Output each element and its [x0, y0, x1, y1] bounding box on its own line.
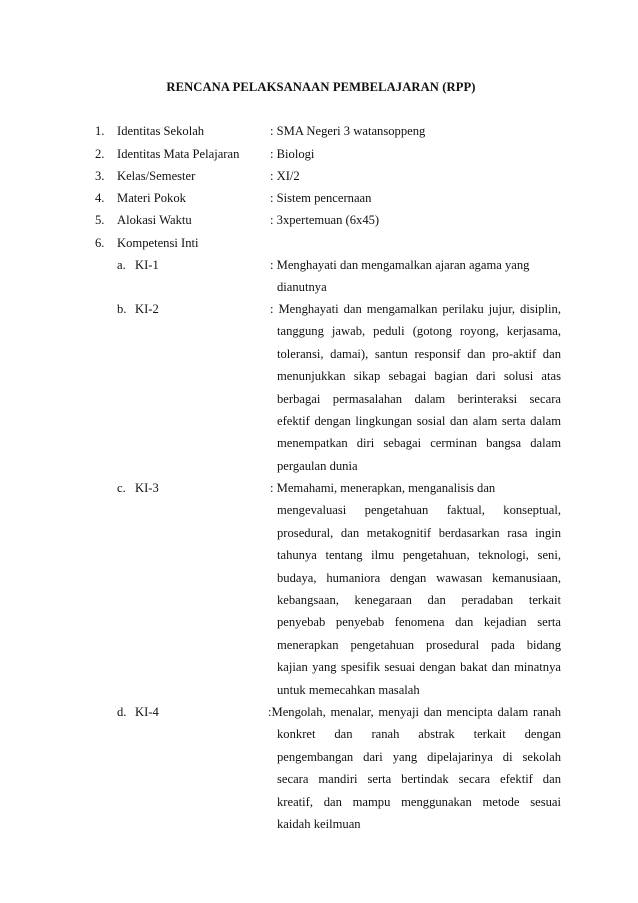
item-value: : XI/2 — [270, 169, 300, 183]
ki-line: : Memahami, menerapkan, menganalisis dan — [270, 481, 496, 495]
ki-line: : Menghayati dan mengamalkan perilaku jujur, disiplin, — [270, 302, 561, 316]
item-value: : Biologi — [270, 147, 315, 161]
ki-line: kreatif, dan mampu menggunakan metode sesuai — [277, 794, 561, 809]
ki-label: KI-4 — [135, 705, 159, 719]
ki-line: menempatkan diri sebagai cerminan bangsa dalam — [277, 436, 561, 451]
ki-line: kebangsaan, kenegaraan dan peradaban terkait — [277, 592, 561, 607]
item-value: : Sistem pencernaan — [270, 191, 372, 205]
ki-line: secara mandiri serta bertindak secara efektif dan — [277, 772, 561, 787]
item-number: 5. — [95, 213, 105, 227]
list-item-identitas-mata-pelajaran — [0, 145, 638, 163]
item-value: : 3xpertemuan (6x45) — [270, 213, 380, 227]
ki-letter: d. — [117, 705, 127, 719]
ki-line: mengevaluasi pengetahuan faktual, konseptual, — [277, 503, 561, 518]
list-item-kompetensi-inti — [0, 234, 638, 252]
item-number: 6. — [95, 236, 105, 250]
document-title: RENCANA PELAKSANAAN PEMBELAJARAN (RPP) — [166, 80, 476, 94]
ki-label: KI-1 — [135, 258, 159, 272]
item-label: Kelas/Semester — [117, 169, 196, 183]
list-item-kelas-semester — [0, 167, 638, 185]
ki-line: : Menghayati dan mengamalkan ajaran agama yang — [270, 258, 530, 272]
item-label: Kompetensi Inti — [117, 236, 199, 250]
ki-label: KI-2 — [135, 302, 159, 316]
ki-line: prosedural, dan metakognitif berdasarkan rasa ingin — [277, 525, 561, 540]
ki-line: berbagai permasalahan dalam berinteraksi secara — [277, 391, 561, 406]
item-label: Identitas Mata Pelajaran — [117, 147, 240, 161]
list-item-materi-pokok — [0, 189, 638, 207]
list-item-alokasi-waktu — [0, 211, 638, 229]
ki-line: :Mengolah, menalar, menyaji dan mencipta dalam ranah — [268, 705, 561, 719]
ki-line: budaya, humaniora dengan wawasan kemanusiaan, — [277, 570, 561, 585]
ki-3-description — [270, 477, 561, 701]
ki-label: KI-3 — [135, 481, 159, 495]
item-number: 3. — [95, 169, 105, 183]
item-number: 4. — [95, 191, 105, 205]
item-value: : SMA Negeri 3 watansoppeng — [270, 124, 426, 138]
ki-letter: c. — [117, 481, 126, 495]
ki-line: toleransi, damai), santun responsif dan pro-aktif dan — [277, 346, 561, 361]
ki-line: kaidah keilmuan — [277, 816, 361, 831]
ki-line: penyebab penyebab fenomena dan kejadian serta — [277, 615, 561, 630]
ki-line: efektif dengan lingkungan sosial dan alam serta dalam — [277, 413, 561, 428]
item-number: 2. — [95, 147, 105, 161]
ki-letter: a. — [117, 258, 126, 272]
ki-line: tanggung jawab, peduli (gotong royong, kerjasama, — [277, 324, 561, 339]
item-number: 1. — [95, 124, 105, 138]
ki-line: dianutnya — [277, 280, 327, 295]
ki-line: kajian yang spesifik sesuai dengan bakat dan minatnya — [277, 660, 561, 675]
item-label: Alokasi Waktu — [117, 213, 192, 227]
list-item-identitas-sekolah — [0, 122, 638, 140]
ki-line: pergaulan dunia — [277, 458, 358, 473]
ki-4-description — [268, 701, 561, 835]
ki-1-description — [270, 254, 561, 299]
ki-line: menunjukkan sikap sebagai bagian dari solusi atas — [277, 369, 561, 384]
ki-line: tahunya tentang ilmu pengetahuan, teknologi, seni, — [277, 548, 561, 563]
item-label: Identitas Sekolah — [117, 124, 205, 138]
item-label: Materi Pokok — [117, 191, 186, 205]
ki-letter: b. — [117, 302, 127, 316]
ki-line: menerapkan pengetahuan prosedural pada bidang — [277, 637, 561, 652]
ki-line: untuk memecahkan masalah — [277, 682, 420, 697]
ki-2-description — [270, 298, 561, 477]
ki-line: konkret dan ranah abstrak terkait dengan — [277, 727, 561, 742]
ki-line: pengembangan dari yang dipelajarinya di sekolah — [277, 749, 561, 764]
